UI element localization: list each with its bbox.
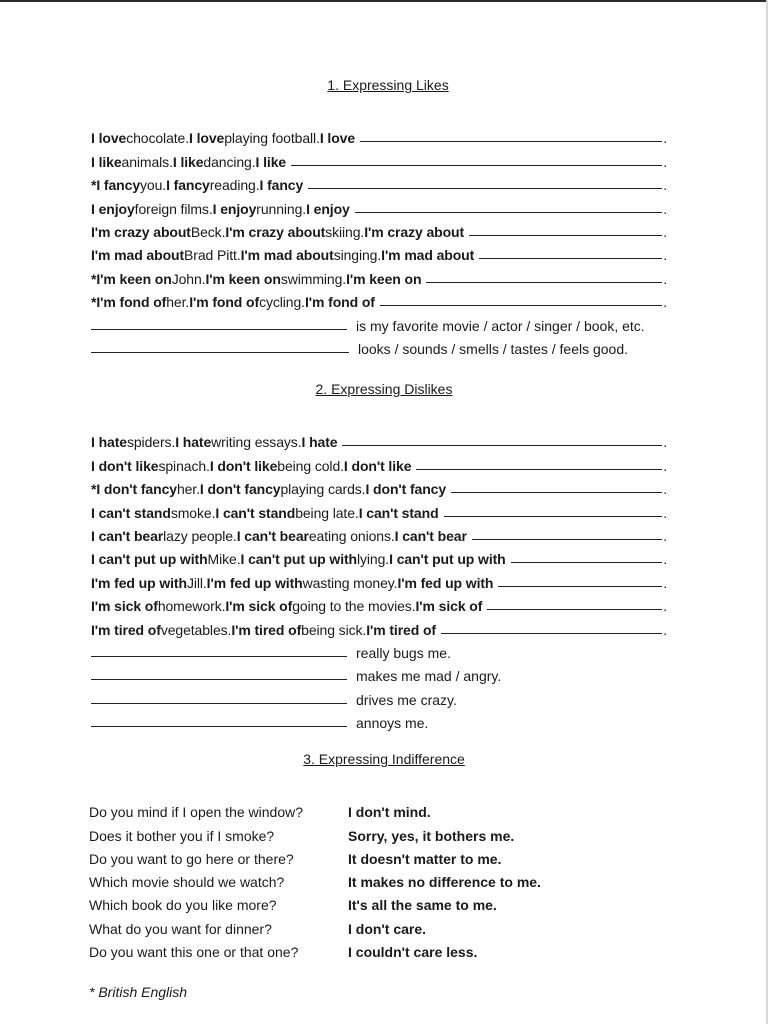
answer-blank[interactable] <box>469 234 662 236</box>
qa-row <box>89 797 649 820</box>
answer-blank[interactable] <box>91 726 347 727</box>
sentence-line <box>91 123 667 146</box>
phrase-text: running. <box>256 200 307 217</box>
phrase-bold: I hate <box>175 434 212 451</box>
phrase-bold: I'm fond of <box>189 294 260 311</box>
phrase-bold: I'm fed up with <box>91 574 187 591</box>
top-border <box>0 0 768 2</box>
sentence-line <box>91 474 667 497</box>
sentence-line <box>91 287 667 310</box>
phrase-text: her. <box>166 294 190 311</box>
section-3-title: 3. Expressing Indifference <box>303 751 465 767</box>
answer-blank[interactable] <box>91 329 347 330</box>
phrase-bold: I'm crazy about <box>225 223 326 240</box>
sentence-line <box>91 146 667 169</box>
tail-line <box>91 708 667 731</box>
phrase-bold: I love <box>319 130 356 147</box>
section-1-title: 1. Expressing Likes <box>327 77 449 93</box>
phrase-text: smoke. <box>170 504 216 521</box>
phrase-bold: I'm sick of <box>415 598 483 615</box>
phrase-bold: I don't fancy <box>365 481 447 498</box>
phrase-text: Brad Pitt. <box>184 247 241 264</box>
phrase-bold: I can't stand <box>358 504 439 521</box>
answer-blank[interactable] <box>487 608 662 610</box>
answer-blank[interactable] <box>511 561 663 563</box>
phrase-bold: I like <box>255 153 287 170</box>
phrase-text: Jill. <box>186 574 207 591</box>
phrase-bold: I fancy <box>259 177 304 194</box>
phrase-bold: I don't like <box>209 457 278 474</box>
period: . <box>663 598 667 615</box>
answer-blank[interactable] <box>91 352 349 353</box>
phrase-text: spiders. <box>126 434 176 451</box>
phrase-bold: I don't like <box>91 457 159 474</box>
phrase-text: you. <box>140 177 167 194</box>
footnote: * British English <box>89 984 188 1000</box>
phrase-bold: *I'm keen on <box>91 270 172 287</box>
period: . <box>663 153 667 170</box>
answer-blank[interactable] <box>472 538 662 540</box>
tail-text: annoys me. <box>356 715 429 732</box>
sentence-line <box>91 193 667 216</box>
tail-line <box>91 638 667 661</box>
likes-tail-list <box>91 310 667 357</box>
phrase-text: cycling. <box>259 294 305 311</box>
answer-blank[interactable] <box>360 140 662 142</box>
sentence-line <box>91 614 667 637</box>
question-text: Which book do you like more? <box>89 897 277 914</box>
phrase-bold: I'm tired of <box>91 621 161 638</box>
answer-blank[interactable] <box>91 703 347 704</box>
likes-lines <box>91 123 667 357</box>
sentence-line <box>91 497 667 520</box>
phrase-bold: I hate <box>91 434 127 451</box>
sentence-line <box>91 427 667 450</box>
answer-blank[interactable] <box>426 281 662 283</box>
answer-blank[interactable] <box>444 515 663 517</box>
answer-blank[interactable] <box>441 632 662 634</box>
phrase-text: spinach. <box>158 457 210 474</box>
tail-line <box>91 334 667 357</box>
phrase-text: Beck. <box>190 223 226 240</box>
phrase-bold: I'm keen on <box>346 270 422 287</box>
phrase-bold: I'm mad about <box>240 247 334 264</box>
qa-row <box>89 820 649 843</box>
phrase-text: going to the movies. <box>292 598 416 615</box>
qa-row <box>89 890 649 913</box>
phrase-bold: I'm tired of <box>366 621 436 638</box>
phrase-text: being cold. <box>277 457 344 474</box>
phrase-bold: I'm keen on <box>205 270 281 287</box>
answer-blank[interactable] <box>355 211 662 213</box>
phrase-bold: I hate <box>301 434 338 451</box>
phrase-bold: I love <box>189 130 225 147</box>
sentence-line <box>91 521 667 544</box>
phrase-text: reading. <box>209 177 260 194</box>
phrase-text: writing essays. <box>211 434 302 451</box>
phrase-bold: I'm fond of <box>304 294 375 311</box>
phrase-bold: I love <box>91 130 127 147</box>
answer-text: I don't care. <box>348 920 427 937</box>
answer-text: It makes no difference to me. <box>348 874 541 891</box>
phrase-text: eating onions. <box>308 527 395 544</box>
period: . <box>663 294 667 311</box>
indifference-qa-list <box>89 797 649 960</box>
period: . <box>663 551 667 568</box>
dislikes-sentence-list <box>91 427 667 638</box>
phrase-bold: I'm fed up with <box>397 574 494 591</box>
sentence-line <box>91 450 667 473</box>
section-2-title: 2. Expressing Dislikes <box>315 381 453 397</box>
answer-text: It doesn't matter to me. <box>348 850 502 867</box>
phrase-bold: I'm tired of <box>231 621 302 638</box>
phrase-bold: I can't bear <box>91 527 164 544</box>
tail-line <box>91 310 667 333</box>
phrase-bold: I can't stand <box>91 504 171 521</box>
phrase-text: her. <box>176 481 200 498</box>
phrase-bold: I like <box>91 153 122 170</box>
qa-row <box>89 867 649 890</box>
tail-text: is my favorite movie / actor / singer / book, etc. <box>356 317 645 334</box>
question-text: Which movie should we watch? <box>89 874 285 891</box>
phrase-bold: I can't bear <box>394 527 467 544</box>
period: . <box>663 200 667 217</box>
phrase-text: singing. <box>333 247 382 264</box>
phrase-bold: I can't put up with <box>240 551 358 568</box>
phrase-text: dancing. <box>203 153 256 170</box>
phrase-text: lying. <box>357 551 390 568</box>
phrase-text: lazy people. <box>163 527 237 544</box>
tail-text: really bugs me. <box>356 644 451 661</box>
phrase-bold: I can't bear <box>236 527 309 544</box>
likes-sentence-list <box>91 123 667 310</box>
phrase-bold: I'm crazy about <box>364 223 465 240</box>
phrase-bold: I'm crazy about <box>91 223 191 240</box>
dislikes-tail-list <box>91 638 667 732</box>
period: . <box>663 130 667 147</box>
period: . <box>663 504 667 521</box>
sentence-line <box>91 240 667 263</box>
answer-blank[interactable] <box>91 656 347 657</box>
phrase-text: playing football. <box>224 130 320 147</box>
phrase-bold: I can't put up with <box>389 551 506 568</box>
qa-row <box>89 913 649 936</box>
answer-blank[interactable] <box>479 257 662 259</box>
phrase-bold: I'm sick of <box>91 598 158 615</box>
answer-blank[interactable] <box>416 468 662 470</box>
phrase-bold: *I fancy <box>91 177 140 194</box>
phrase-bold: I'm sick of <box>225 598 293 615</box>
tail-line <box>91 661 667 684</box>
question-text: What do you want for dinner? <box>89 920 272 937</box>
sentence-line <box>91 263 667 286</box>
phrase-text: Mike. <box>207 551 241 568</box>
period: . <box>663 223 667 240</box>
phrase-bold: I like <box>172 153 204 170</box>
answer-blank[interactable] <box>498 585 662 587</box>
period: . <box>663 270 667 287</box>
phrase-bold: I'm mad about <box>91 247 185 264</box>
sentence-line <box>91 567 667 590</box>
sentence-line <box>91 544 667 567</box>
sentence-line <box>91 591 667 614</box>
phrase-text: being late. <box>295 504 359 521</box>
period: . <box>663 574 667 591</box>
answer-blank[interactable] <box>308 187 662 189</box>
phrase-bold: *I don't fancy <box>91 481 177 498</box>
answer-blank[interactable] <box>291 164 662 166</box>
answer-blank[interactable] <box>342 444 662 446</box>
phrase-text: swimming. <box>280 270 347 287</box>
question-text: Do you mind if I open the window? <box>89 804 304 821</box>
answer-text: It's all the same to me. <box>348 897 497 914</box>
phrase-text: foreign films. <box>134 200 213 217</box>
phrase-bold: I don't fancy <box>199 481 281 498</box>
sentence-line <box>91 170 667 193</box>
question-text: Does it bother you if I smoke? <box>89 827 275 844</box>
period: . <box>663 527 667 544</box>
sentence-line <box>91 217 667 240</box>
qa-row <box>89 844 649 867</box>
phrase-text: animals. <box>121 153 173 170</box>
question-text: Do you want to go here or there? <box>89 850 294 867</box>
phrase-bold: I'm mad about <box>381 247 475 264</box>
tail-text: makes me mad / angry. <box>356 668 502 685</box>
period: . <box>663 457 667 474</box>
answer-blank[interactable] <box>380 304 662 306</box>
answer-blank[interactable] <box>91 679 347 680</box>
phrase-bold: I can't stand <box>215 504 296 521</box>
question-text: Do you want this one or that one? <box>89 944 299 961</box>
phrase-text: wasting money. <box>302 574 398 591</box>
tail-text: looks / sounds / smells / tastes / feels good. <box>358 340 629 357</box>
tail-text: drives me crazy. <box>356 691 457 708</box>
phrase-text: John. <box>171 270 206 287</box>
qa-row <box>89 937 649 960</box>
phrase-bold: I'm fed up with <box>206 574 303 591</box>
phrase-text: skiing. <box>325 223 365 240</box>
period: . <box>663 621 667 638</box>
period: . <box>663 247 667 264</box>
phrase-text: chocolate. <box>126 130 190 147</box>
tail-line <box>91 684 667 707</box>
phrase-bold: I enjoy <box>212 200 257 217</box>
answer-text: Sorry, yes, it bothers me. <box>348 827 515 844</box>
phrase-text: playing cards. <box>280 481 366 498</box>
phrase-text: vegetables. <box>160 621 232 638</box>
phrase-bold: I can't put up with <box>91 551 208 568</box>
answer-text: I don't mind. <box>348 804 431 821</box>
period: . <box>663 481 667 498</box>
answer-text: I couldn't care less. <box>348 944 478 961</box>
phrase-bold: *I'm fond of <box>91 294 167 311</box>
period: . <box>663 177 667 194</box>
phrase-bold: I don't like <box>343 457 412 474</box>
answer-blank[interactable] <box>451 491 662 493</box>
period: . <box>663 434 667 451</box>
phrase-bold: I fancy <box>166 177 210 194</box>
phrase-text: being sick. <box>301 621 367 638</box>
dislikes-lines <box>91 427 667 731</box>
phrase-bold: I enjoy <box>306 200 350 217</box>
phrase-bold: I enjoy <box>91 200 135 217</box>
phrase-text: homework. <box>157 598 226 615</box>
